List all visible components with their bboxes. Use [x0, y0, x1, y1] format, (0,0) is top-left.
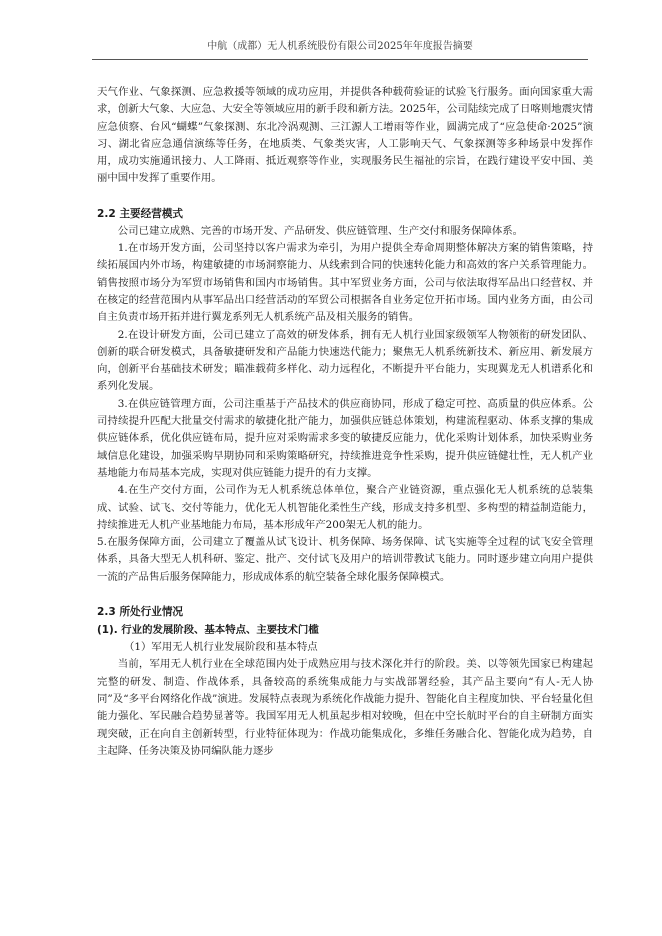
paragraph-military-uav: 当前，军用无人机行业在全球范围内处于成熟应用与技术深化并行的阶段。美、以等领先国家已构建起完整的研发、制造、作战体系，具备较高的系统集成能力与实战部署经验，其产品主要向“有人-无人协同”及“多平台网络化作战”演进。发展特点表现为系统化作战能力提升、智能化自主程度加快、平台轻量化但能力强化、军民融合趋势显著等。我国军用无人机虽起步相对较晚，但在中空长航时平台的自主研制方面实现突破，正在向自主创新转型，行业特征体现为：作战功能集成化，多维任务融合化、智能化成为趋势，自主起降、任务决策及协同编队能力逐步: [97, 658, 593, 757]
spacer: [97, 188, 593, 205]
subheading-industry-stage: (1). 行业的发展阶段、基本特点、主要技术门槛: [97, 624, 319, 637]
paragraph-service: 5.在服务保障方面，公司建立了覆盖从试飞设计、机务保障、场务保障、试飞实施等全过程的试飞安全管理体系，具备大型无人机科研、鉴定、批产、交付试飞及用户的培训带教试飞能力。同时逐步建立向用户提供一流的产品售后服务保障能力，形成成体系的航空装备全球化服务保障模式。: [97, 536, 593, 583]
spacer: [97, 586, 593, 603]
paragraph-production: 4.在生产交付方面，公司作为无人机系统总体单位，聚合产业链资源，重点强化无人机系统的总装集成、试验、试飞、交付等能力，优化无人机智能化柔性生产线，形成支持多机型、多构型的精益制造能力，持续推进无人机产业基地能力布局，基本形成年产200架无人机的能力。: [97, 484, 593, 531]
page-header: 中航（成都）无人机系统股份有限公司2025年年度报告摘要: [207, 41, 473, 52]
subsubheading-military-uav: （1）军用无人机行业发展阶段和基本特点: [124, 641, 318, 654]
paragraph-overview: 公司已建立成熟、完善的市场开发、产品研发、供应链管理、生产交付和服务保障体系。: [117, 224, 524, 237]
paragraph-rnd: 2.在设计研发方面，公司已建立了高效的研发体系，拥有无人机行业国家级领军人物领衔的研发团队、创新的联合研发模式，具备敏捷研发和产品能力快速迭代能力；聚焦无人机系统新技术、新应用、新发展方向，创新平台基础技术研发；瞄准载荷多样化、动力远程化，不断提升平台能力，实现翼龙无人机谱系化和系列化发展。: [97, 328, 593, 393]
section-heading-2-3: 2.3 所处行业情况: [97, 606, 184, 619]
document-body: [97, 84, 593, 760]
paragraph-market: 1.在市场开发方面，公司坚持以客户需求为牵引，为用户提供全寿命周期整体解决方案的销售策略，持续拓展国内外市场，构建敏捷的市场洞察能力、从线索到合同的快速转化能力和高效的客户关系管理能力。销售按照市场分为军贸市场销售和国内市场销售。其中军贸业务方面，公司与依法取得军品出口经营权、并在核定的经营范围内从事军品出口经营活动的军贸公司根据各自业务定位开拓市场。国内业务方面，由公司自主负责市场开拓并进行翼龙系列无人机系统产品及相关服务的销售。: [97, 242, 593, 324]
intro-paragraph: 天气作业、气象探测、应急救援等领域的成功应用，并提供各种载荷验证的试验飞行服务。面向国家重大需求，创新大气象、大应急、大安全等领域应用的新手段和新方法。2025年，公司陆续完成了日喀则地震灾情应急侦察、台风“蝴蝶”气象探测、东北冷涡观测、三江源人工增雨等作业，圆满完成了“应急使命·2025”演习、湖北省应急通信演练等任务，在地质类、气象类灾害，人工影响天气、气象探测等多种场景中发挥作用，成功实施通讯接力、人工降雨、抵近观察等作业，实现服务民生福祉的宗旨，在践行建设平安中国、美丽中国中发挥了重要作用。: [97, 86, 593, 185]
section-heading-2-2: 2.2 主要经营模式: [97, 207, 184, 220]
paragraph-supply-chain: 3.在供应链管理方面，公司注重基于产品技术的供应商协同，形成了稳定可控、高质量的供应体系。公司持续提升匹配大批量交付需求的敏捷化批产能力，加强供应链总体策划，构建流程驱动、体系支撑的集成供应链体系，优化供应链布局，提升应对采购需求多变的敏捷反应能力，优化采购计划体系，加快采购业务域信息化建设，加强采购早期协同和采购策略研究，持续推进竞争性采购，提升供应链健壮性，无人机产业基地能力布局基本完成，实现对供应链能力提升的有力支撑。: [97, 397, 593, 479]
header-divider: [92, 59, 588, 60]
